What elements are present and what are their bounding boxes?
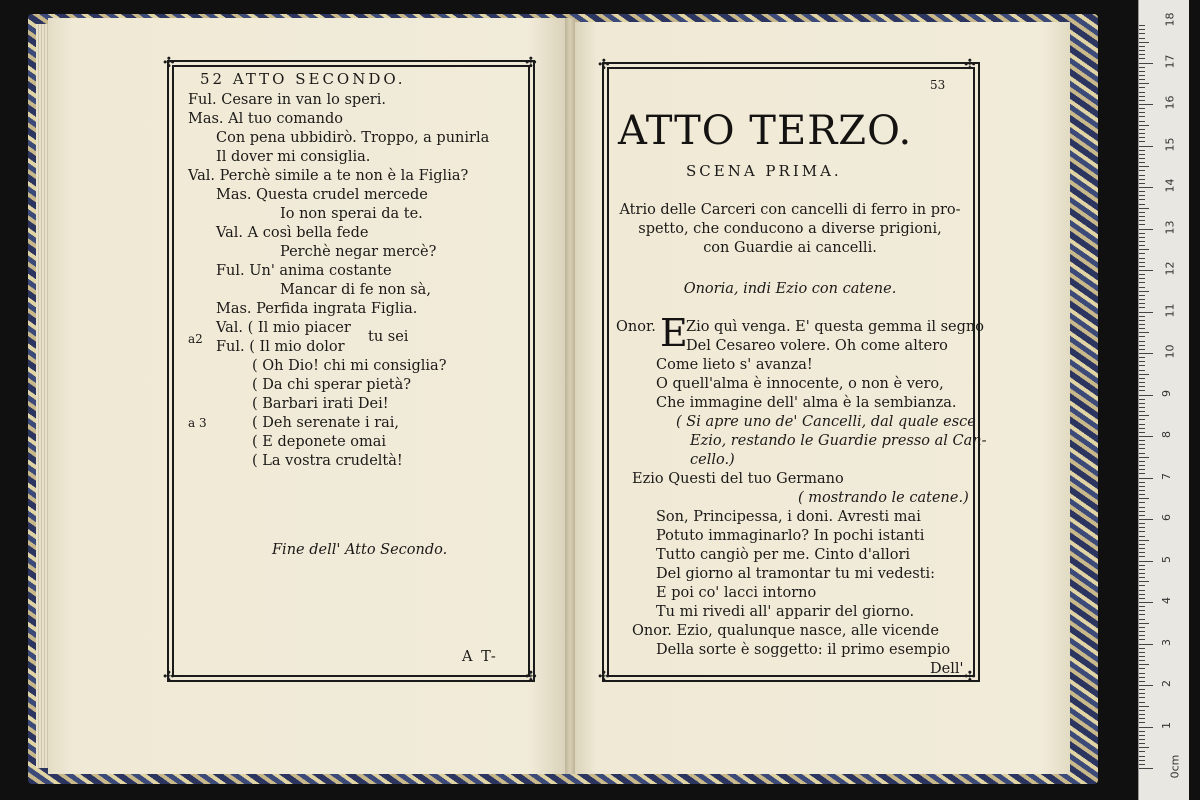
ruler-tick <box>1139 614 1145 615</box>
ruler-tick <box>1139 312 1153 313</box>
ruler-tick <box>1139 328 1145 329</box>
ruler-tick <box>1139 598 1145 599</box>
text-line: ( Da chi sperar pietà? <box>252 377 412 393</box>
ruler-tick <box>1139 229 1153 230</box>
ruler-label: 11 <box>1163 303 1177 317</box>
ruler-tick <box>1139 386 1145 387</box>
text-line: tu sei <box>368 329 409 345</box>
ruler-tick <box>1139 536 1145 537</box>
text-line: Ful. ( Il mio dolor <box>216 339 345 355</box>
ruler-tick <box>1139 702 1145 703</box>
ruler-tick <box>1139 249 1149 250</box>
ruler-tick <box>1139 411 1145 412</box>
ruler-tick <box>1139 523 1145 524</box>
ruler-tick <box>1139 739 1145 740</box>
ruler-tick <box>1139 46 1145 47</box>
ruler-tick <box>1139 191 1145 192</box>
ruler-tick <box>1139 494 1145 495</box>
ruler-tick <box>1139 465 1145 466</box>
ruler-tick <box>1139 233 1145 234</box>
ruler-tick <box>1139 316 1145 317</box>
corner-ornament-icon: ✣ <box>964 669 976 685</box>
ruler-tick <box>1139 681 1145 682</box>
ruler-tick <box>1139 668 1145 669</box>
ruler-tick <box>1139 664 1149 665</box>
ruler-tick <box>1139 764 1145 765</box>
ruler-tick <box>1139 220 1145 221</box>
ruler-tick <box>1139 183 1145 184</box>
ruler-tick <box>1139 79 1145 80</box>
ruler-tick <box>1139 374 1149 375</box>
ruler-tick <box>1139 320 1145 321</box>
ruler-tick <box>1139 108 1145 109</box>
ruler-tick <box>1139 594 1145 595</box>
ruler-label: 9 <box>1160 389 1173 397</box>
ruler-label: 12 <box>1163 261 1177 276</box>
ruler-tick <box>1139 660 1145 661</box>
setting-line: con Guardie ai cancelli. <box>703 240 877 256</box>
ruler-tick <box>1139 718 1145 719</box>
ruler-tick <box>1139 63 1153 64</box>
act-end-note: Fine dell' Atto Secondo. <box>272 542 448 558</box>
ruler-tick <box>1139 602 1153 603</box>
ruler-tick <box>1139 631 1145 632</box>
ruler-tick <box>1139 245 1145 246</box>
text-line: Io non sperai da te. <box>280 206 423 222</box>
ruler-tick <box>1139 706 1149 707</box>
ruler-tick <box>1139 697 1145 698</box>
text-line: Zio quì venga. E' questa gemma il segno <box>686 319 984 335</box>
ruler-tick <box>1139 610 1145 611</box>
ruler-tick <box>1139 511 1145 512</box>
ruler-tick <box>1139 162 1145 163</box>
ruler-tick <box>1139 565 1145 566</box>
ruler-label: 15 <box>1163 137 1177 151</box>
ruler-tick <box>1139 258 1145 259</box>
text-line: Come lieto s' avanza! <box>656 357 813 373</box>
ruler-tick <box>1139 33 1145 34</box>
ruler-tick <box>1139 403 1145 404</box>
stage-direction: ( Si apre uno de' Cancelli, dal quale esce <box>676 414 976 430</box>
catchword: Dell' <box>930 661 964 677</box>
ruler-label: 5 <box>1160 555 1173 563</box>
text-line: ( E deponete omai <box>252 434 387 450</box>
ruler-tick <box>1139 195 1145 196</box>
ruler-tick <box>1139 141 1145 142</box>
ruler-tick <box>1139 307 1145 308</box>
text-line: Val. Perchè simile a te non è la Figlia? <box>188 168 469 184</box>
text-line: Del giorno al tramontar tu mi vedesti: <box>656 566 936 582</box>
ruler-tick <box>1139 590 1145 591</box>
ruler-tick <box>1139 208 1149 209</box>
ruler-tick <box>1139 585 1145 586</box>
ruler-tick <box>1139 573 1145 574</box>
setting-line: Atrio delle Carceri con cancelli di ferro in pro- <box>619 202 961 218</box>
ruler-label: 13 <box>1163 220 1177 234</box>
corner-ornament-icon: ✣ <box>525 55 537 71</box>
ruler-label: 6 <box>1160 514 1173 521</box>
text-line: Val. ( Il mio piacer <box>216 320 351 336</box>
text-line: Ful. Un' anima costante <box>216 263 392 279</box>
ruler-tick <box>1139 448 1145 449</box>
ruler-tick <box>1139 75 1145 76</box>
text-line: Perchè negar mercè? <box>280 244 437 260</box>
ruler-tick <box>1139 25 1145 26</box>
ruler-tick <box>1139 104 1153 105</box>
ruler-tick <box>1139 486 1145 487</box>
speaker-label: Onor. <box>616 319 656 335</box>
ruler-tick <box>1139 370 1145 371</box>
stage-direction: cello.) <box>690 452 735 468</box>
ruler-tick <box>1139 278 1145 279</box>
text-line: E poi co' lacci intorno <box>656 585 817 601</box>
ruler-tick <box>1139 648 1145 649</box>
ruler-tick <box>1139 469 1145 470</box>
ruler-tick <box>1139 515 1145 516</box>
ruler-tick <box>1139 731 1145 732</box>
ruler-tick <box>1139 689 1145 690</box>
ruler-tick <box>1139 544 1145 545</box>
ruler-tick <box>1139 341 1145 342</box>
ruler-tick <box>1139 556 1145 557</box>
ruler-tick <box>1139 158 1145 159</box>
ruler-tick <box>1139 382 1145 383</box>
ruler-label: 7 <box>1160 472 1173 480</box>
ruler-tick <box>1139 527 1145 528</box>
ruler-tick <box>1139 175 1145 176</box>
ruler-tick <box>1139 639 1145 640</box>
ruler-tick <box>1139 561 1153 562</box>
ruler-label: 0cm <box>1168 754 1182 779</box>
ruler-tick <box>1139 685 1153 686</box>
ruler-tick <box>1139 552 1145 553</box>
voice-marker: a 3 <box>188 416 207 430</box>
running-header: 52 ATTO SECONDO. <box>200 70 406 88</box>
ruler-tick <box>1139 693 1145 694</box>
ruler-tick <box>1139 432 1145 433</box>
ruler-tick <box>1139 722 1145 723</box>
ruler-tick <box>1139 548 1145 549</box>
ruler-tick <box>1139 407 1145 408</box>
text-line: Ezio Questi del tuo Germano <box>632 471 844 487</box>
ruler-tick <box>1139 199 1145 200</box>
stage-direction: Ezio, restando le Guardie presso al Can- <box>690 433 987 449</box>
text-line: Onor. Ezio, qualunque nasce, alle vicende <box>632 623 939 639</box>
ruler-tick <box>1139 714 1145 715</box>
ruler-tick <box>1139 71 1145 72</box>
text-line: Tutto cangiò per me. Cinto d'allori <box>656 547 911 563</box>
ruler-tick <box>1139 287 1145 288</box>
ruler-tick <box>1139 444 1145 445</box>
ruler-tick <box>1139 125 1149 126</box>
ruler-tick <box>1139 490 1145 491</box>
text-line: Mas. Questa crudel mercede <box>216 187 428 203</box>
ruler-tick <box>1139 170 1145 171</box>
corner-ornament-icon: ✣ <box>598 57 610 73</box>
ruler-tick <box>1139 751 1145 752</box>
ruler-tick <box>1139 540 1149 541</box>
ruler-label: 14 <box>1163 178 1177 193</box>
ruler-tick <box>1139 146 1153 147</box>
ruler-label: 8 <box>1160 431 1173 438</box>
text-line: Mas. Al tuo comando <box>188 111 343 127</box>
ruler-tick <box>1139 735 1145 736</box>
ruler-tick <box>1139 216 1145 217</box>
text-line: Del Cesareo volere. Oh come altero <box>686 338 948 354</box>
ruler-tick <box>1139 274 1145 275</box>
ruler-tick <box>1139 577 1145 578</box>
ruler-label: 2 <box>1160 680 1173 687</box>
ruler-tick <box>1139 204 1145 205</box>
ruler-tick <box>1139 121 1145 122</box>
ruler-tick <box>1139 428 1145 429</box>
ruler-tick <box>1139 619 1145 620</box>
ruler-tick <box>1139 295 1145 296</box>
ruler-tick <box>1139 116 1145 117</box>
text-line: Che immagine dell' alma è la sembianza. <box>656 395 957 411</box>
ruler-tick <box>1139 569 1145 570</box>
ruler-tick <box>1139 154 1145 155</box>
text-line: Con pena ubbidirò. Troppo, a punirla <box>216 130 490 146</box>
characters-line: Onoria, indi Ezio con catene. <box>683 281 897 297</box>
ruler-tick <box>1139 262 1145 263</box>
ruler-tick <box>1139 353 1153 354</box>
corner-ornament-icon: ✣ <box>598 669 610 685</box>
ruler-tick <box>1139 83 1149 84</box>
stage-direction: ( mostrando le catene.) <box>798 490 969 506</box>
act-title: ATTO TERZO. <box>618 108 913 154</box>
text-line: Mas. Perfida ingrata Figlia. <box>216 301 418 317</box>
text-line: ( Oh Dio! chi mi consiglia? <box>252 358 447 374</box>
ruler-tick <box>1139 677 1145 678</box>
ruler-tick <box>1139 179 1145 180</box>
measurement-ruler <box>1138 0 1189 800</box>
ruler-tick <box>1139 519 1153 520</box>
corner-ornament-icon: ✣ <box>163 55 175 71</box>
ruler-tick <box>1139 291 1149 292</box>
ruler-tick <box>1139 361 1145 362</box>
ruler-tick <box>1139 727 1153 728</box>
text-line: Potuto immaginarlo? In pochi istanti <box>656 528 925 544</box>
ruler-tick <box>1139 87 1145 88</box>
ruler-tick <box>1139 606 1145 607</box>
text-line: Mancar di fe non sà, <box>280 282 431 298</box>
ruler-tick <box>1139 635 1145 636</box>
ruler-tick <box>1139 96 1145 97</box>
ruler-label: 1 <box>1160 721 1173 729</box>
ruler-tick <box>1139 324 1145 325</box>
ruler-tick <box>1139 440 1145 441</box>
ruler-tick <box>1139 67 1145 68</box>
ruler-tick <box>1139 100 1145 101</box>
ruler-tick <box>1139 415 1149 416</box>
ruler-tick <box>1139 756 1145 757</box>
ruler-tick <box>1139 461 1145 462</box>
ruler-tick <box>1139 212 1145 213</box>
ruler-tick <box>1139 743 1145 744</box>
ruler-tick <box>1139 266 1145 267</box>
ruler-label: 4 <box>1160 597 1173 604</box>
text-line: Son, Principessa, i doni. Avresti mai <box>656 509 921 525</box>
text-line: O quell'alma è innocente, o non è vero, <box>656 376 944 392</box>
text-line: Val. A così bella fede <box>216 225 369 241</box>
ruler-tick <box>1139 531 1145 532</box>
ruler-tick <box>1139 644 1153 645</box>
ruler-tick <box>1139 345 1145 346</box>
text-line: Tu mi rivedi all' apparir del giorno. <box>656 604 915 620</box>
ruler-tick <box>1139 129 1145 130</box>
ruler-tick <box>1139 365 1145 366</box>
ruler-tick <box>1139 419 1145 420</box>
ruler-tick <box>1139 112 1145 113</box>
ruler-tick <box>1139 92 1145 93</box>
ruler-tick <box>1139 747 1149 748</box>
ruler-tick <box>1139 457 1149 458</box>
ruler-tick <box>1139 50 1145 51</box>
ruler-tick <box>1139 253 1145 254</box>
corner-ornament-icon: ✣ <box>163 669 175 685</box>
corner-ornament-icon: ✣ <box>964 57 976 73</box>
book-gutter <box>565 18 575 774</box>
ruler-label: 3 <box>1160 638 1173 646</box>
ruler-tick <box>1139 453 1145 454</box>
ruler-tick <box>1139 54 1145 55</box>
ruler-tick <box>1139 656 1145 657</box>
ruler-tick <box>1139 673 1145 674</box>
corner-ornament-icon: ✣ <box>525 669 537 685</box>
text-line: Il dover mi consiglia. <box>216 149 371 165</box>
ruler-tick <box>1139 237 1145 238</box>
ruler-tick <box>1139 241 1145 242</box>
ruler-tick <box>1139 166 1149 167</box>
ruler-tick <box>1139 187 1153 188</box>
scene-heading: SCENA PRIMA. <box>686 162 842 180</box>
ruler-tick <box>1139 436 1153 437</box>
ruler-label: 10 <box>1163 344 1177 359</box>
ruler-tick <box>1139 38 1145 39</box>
text-line: ( Barbari irati Dei! <box>252 396 389 412</box>
ruler-tick <box>1139 395 1153 396</box>
ruler-tick <box>1139 399 1145 400</box>
ruler-tick <box>1139 29 1145 30</box>
ruler-tick <box>1139 224 1145 225</box>
ruler-tick <box>1139 299 1145 300</box>
ruler-label: 17 <box>1163 54 1177 68</box>
ruler-tick <box>1139 507 1145 508</box>
ruler-tick <box>1139 710 1145 711</box>
text-line: ( Deh serenate i rai, <box>252 415 400 431</box>
ruler-tick <box>1139 768 1153 769</box>
ruler-tick <box>1139 760 1145 761</box>
ruler-tick <box>1139 270 1153 271</box>
ruler-tick <box>1139 303 1145 304</box>
text-line: Della sorte è soggetto: il primo esempio <box>656 642 951 658</box>
ruler-tick <box>1139 627 1145 628</box>
ruler-tick <box>1139 336 1145 337</box>
ruler-tick <box>1139 623 1149 624</box>
ruler-tick <box>1139 133 1145 134</box>
ruler-tick <box>1139 482 1145 483</box>
drop-cap: E <box>660 311 688 355</box>
ruler-tick <box>1139 378 1145 379</box>
ruler-tick <box>1139 424 1145 425</box>
ruler-tick <box>1139 390 1145 391</box>
voice-marker: a2 <box>188 332 203 346</box>
ruler-label: 18 <box>1163 12 1177 27</box>
catchword: A T- <box>462 649 498 665</box>
ruler-tick <box>1139 581 1149 582</box>
ruler-tick <box>1139 332 1149 333</box>
setting-line: spetto, che conducono a diverse prigioni, <box>638 221 942 237</box>
ruler-tick <box>1139 652 1145 653</box>
ruler-tick <box>1139 137 1145 138</box>
ruler-tick <box>1139 473 1145 474</box>
ruler-tick <box>1139 498 1149 499</box>
ruler-tick <box>1139 58 1145 59</box>
ruler-tick <box>1139 502 1145 503</box>
ruler-tick <box>1139 42 1149 43</box>
page-number: 53 <box>930 78 946 92</box>
ruler-tick <box>1139 150 1145 151</box>
ruler-tick <box>1139 478 1153 479</box>
ruler-label: 16 <box>1163 95 1177 110</box>
ruler-tick <box>1139 349 1145 350</box>
ruler-tick <box>1139 282 1145 283</box>
text-line: Ful. Cesare in van lo speri. <box>188 92 386 108</box>
text-line: ( La vostra crudeltà! <box>252 453 403 469</box>
ruler-tick <box>1139 357 1145 358</box>
